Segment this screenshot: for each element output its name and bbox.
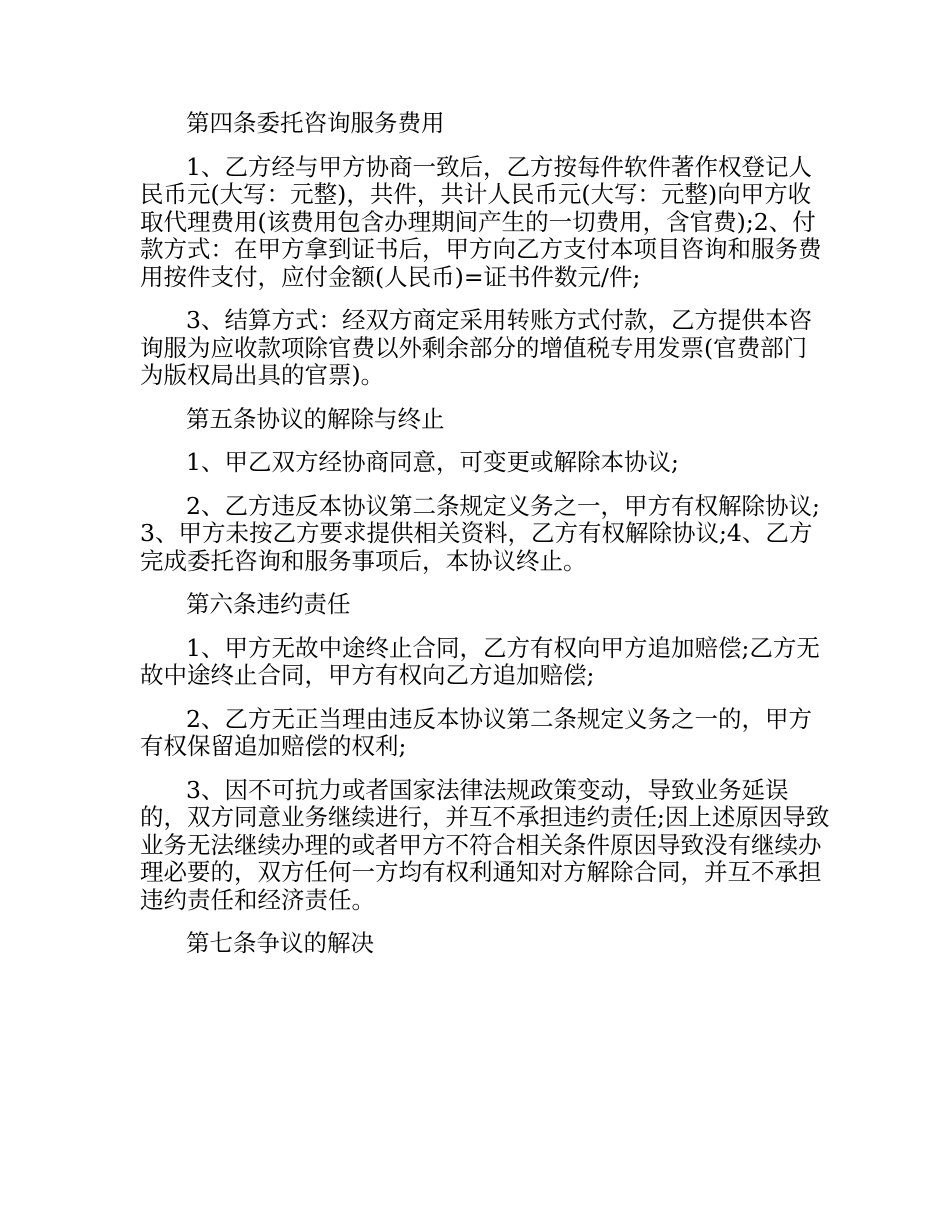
section-6-paragraph-1: 1、甲方无故中途终止合同，乙方有权向甲方追加赔偿;乙方无故中途终止合同，甲方有权向乙方追加赔偿;: [140, 633, 820, 689]
section-6-paragraph-2: 2、乙方无正当理由违反本协议第二条规定义务之一的，甲方有权保留追加赔偿的权利;: [140, 704, 812, 760]
section-heading-7: 第七条争议的解决: [186, 929, 374, 957]
section-4-paragraph-1: 1、乙方经与甲方协商一致后，乙方按每件软件著作权登记人民币元(大写：元整)，共件，共计人民币元(大写：元整)向甲方收取代理费用(该费用包含办理期间产生的一切费用，含官费);2、付款方式：在甲方拿到证书后，甲方向乙方支付本项目咨询和服务费用按件支付，应付金额(人民币)=证书件数元/件;: [140, 152, 822, 291]
section-5-paragraph-1: 1、甲乙双方经协商同意，可变更或解除本协议;: [186, 448, 679, 476]
section-6-paragraph-3: 3、因不可抗力或者国家法律法规政策变动，导致业务延误的，双方同意业务继续进行，并互不承担违约责任;因上述原因导致业务无法继续办理的或者甲方不符合相关条件原因导致没有继续办理必要的，双方任何一方均有权利通知对方解除合同，并互不承担违约责任和经济责任。: [140, 775, 830, 914]
document-page: [140, 110, 830, 974]
section-heading-4: 第四条委托咨询服务费用: [186, 109, 445, 137]
section-heading-5: 第五条协议的解除与终止: [186, 404, 445, 433]
section-heading-6: 第六条违约责任: [186, 590, 351, 618]
section-5-paragraph-2: 2、乙方违反本协议第二条规定义务之一，甲方有权解除协议;3、甲方未按乙方要求提供相关资料，乙方有权解除协议;4、乙方完成委托咨询和服务事项后，本协议终止。: [140, 491, 820, 575]
section-4-paragraph-2: 3、结算方式：经双方商定采用转账方式付款，乙方提供本咨询服为应收款项除官费以外剩余部分的增值税专用发票(官费部门为版权局出具的官票)。: [140, 306, 812, 389]
